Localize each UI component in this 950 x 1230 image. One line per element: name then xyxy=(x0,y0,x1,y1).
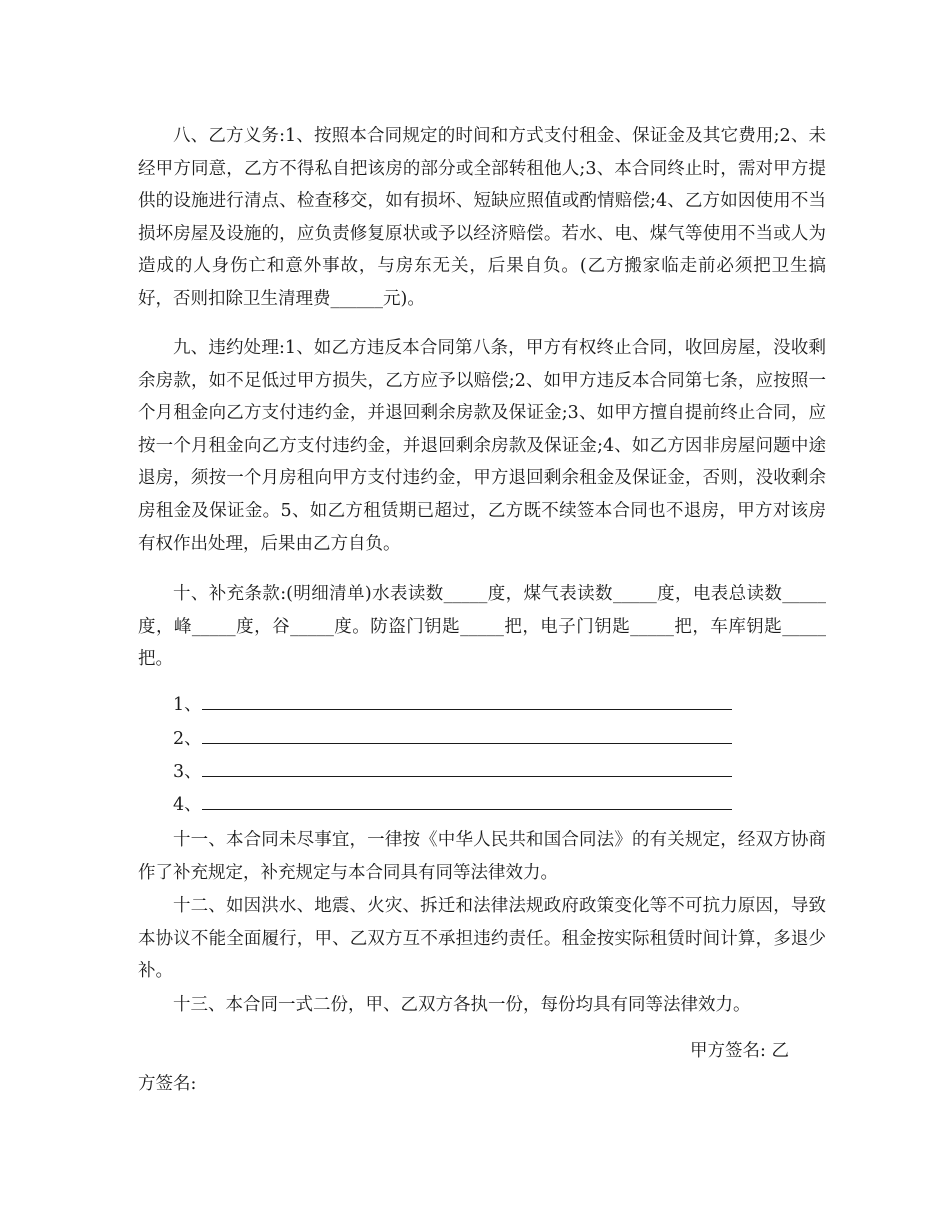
party-a-signature-label: 甲方签名: 乙 xyxy=(690,1041,789,1061)
clause-10-supplementary-terms: 十、补充条款:(明细清单)水表读数_____度，煤气表读数_____度，电表总读数_____度，峰_____度，谷_____度。防盗门钥匙_____把，电子门钥匙_____把，车库钥匙_____把。 xyxy=(138,584,826,670)
party-b-signature-label: 方签名: xyxy=(138,1074,197,1094)
blank-line xyxy=(202,760,732,777)
clause-8-lessee-obligations: 八、乙方义务:1、按照本合同规定的时间和方式支付租金、保证金及其它费用;2、未经甲方同意，乙方不得私自把该房的部分或全部转租他人;3、本合同终止时，需对甲方提供的设施进行清点、检查移交，如有损坏、短缺应照值或酌情赔偿;4、乙方如因使用不当损坏房屋及设施的，应负责修复原状或予以经济赔偿。若水、电、煤气等使用不当或人为造成的人身伤亡和意外事故，与房东无关，后果自负。(乙方搬家临走前必须把卫生搞好，否则扣除卫生清理费______元)。 xyxy=(138,126,826,309)
supplement-item-4 xyxy=(173,793,732,817)
blank-line xyxy=(202,727,732,744)
supplement-item-2 xyxy=(173,727,732,751)
clause-11-unspecified-matters: 十一、本合同未尽事宜，一律按《中华人民共和国合同法》的有关规定，经双方协商作了补充规定，补充规定与本合同具有同等法律效力。 xyxy=(138,830,826,883)
clause-9-breach-handling: 九、违约处理:1、如乙方违反本合同第八条，甲方有权终止合同，收回房屋，没收剩余房款，如不足低过甲方损失，乙方应予以赔偿;2、如甲方违反本合同第七条，应按照一个月租金向乙方支付违约金，并退回剩余房款及保证金;3、如甲方擅自提前终止合同，应按一个月租金向乙方支付违约金，并退回剩余房款及保证金;4、如乙方因非房屋问题中途退房，须按一个月房租向甲方支付违约金，甲方退回剩余租金及保证金，否则，没收剩余房租金及保证金。5、如乙方租赁期已超过，乙方既不续签本合同也不退房，甲方对该房有权作出处理，后果由乙方自负。 xyxy=(138,338,826,554)
supplement-item-3 xyxy=(173,760,732,784)
blank-line xyxy=(202,693,732,710)
clause-13-copies: 十三、本合同一式二份，甲、乙双方各执一份，每份均具有同等法律效力。 xyxy=(173,995,751,1015)
supplement-item-number: 3、 xyxy=(173,762,202,782)
blank-line xyxy=(202,793,732,810)
supplement-item-1 xyxy=(173,693,732,717)
supplement-item-number: 4、 xyxy=(173,795,202,815)
supplement-item-number: 1、 xyxy=(173,695,202,715)
clause-12-force-majeure: 十二、如因洪水、地震、火灾、拆迁和法律法规政府政策变化等不可抗力原因，导致本协议不能全面履行，甲、乙双方互不承担违约责任。租金按实际租赁时间计算，多退少补。 xyxy=(138,896,826,982)
supplement-item-number: 2、 xyxy=(173,729,202,749)
